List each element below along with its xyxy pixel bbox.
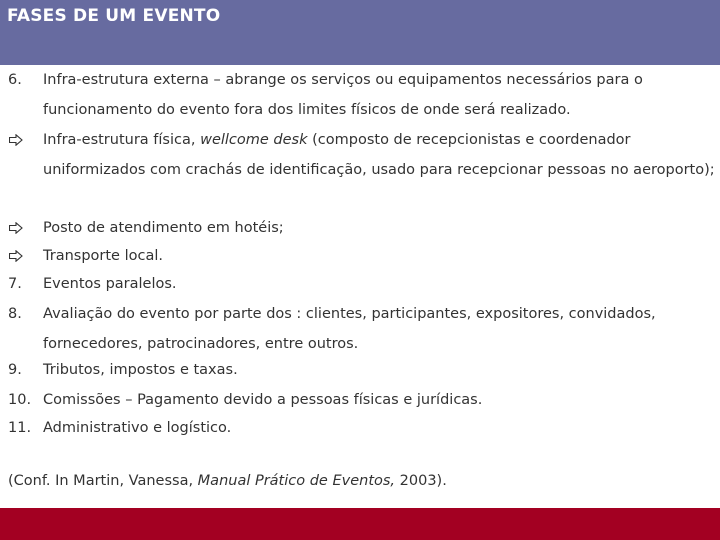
list-item-text: Eventos paralelos. (43, 276, 177, 292)
list-item-text: Tributos, impostos e taxas. (43, 362, 238, 378)
list-number: 8. (8, 306, 22, 322)
list-item-text: Infra-estrutura externa – abrange os serviços ou equipamentos necessários para o funcionamento do evento fora dos limites físicos de onde será realizado. (43, 72, 643, 118)
footer-bar (0, 508, 720, 540)
list-item-text: Administrativo e logístico. (43, 420, 232, 436)
list-number: 6. (8, 72, 22, 88)
list-number: 9. (8, 362, 22, 378)
list-item-text: Comissões – Pagamento devido a pessoas físicas e jurídicas. (43, 392, 483, 408)
list-item-text: Infra-estrutura física, wellcome desk (composto de recepcionistas e coordenador uniformizados com crachás de identificação, usado para recepcionar pessoas no aeroporto); (43, 132, 715, 178)
list-item-text: Posto de atendimento em hotéis; (43, 220, 284, 236)
list-number: 10. (8, 392, 32, 408)
title-bar (0, 0, 720, 65)
list-number: 7. (8, 276, 22, 292)
list-number: 11. (8, 420, 32, 436)
list-item-text: Avaliação do evento por parte dos : clientes, participantes, expositores, convidados, fornecedores, patrocinadores, entre outros. (43, 306, 656, 352)
citation: (Conf. In Martin, Vanessa, Manual Prático de Eventos, 2003). (8, 473, 447, 489)
list-item-text: Transporte local. (43, 248, 163, 264)
page-title: FASES DE UM EVENTO (7, 6, 221, 26)
